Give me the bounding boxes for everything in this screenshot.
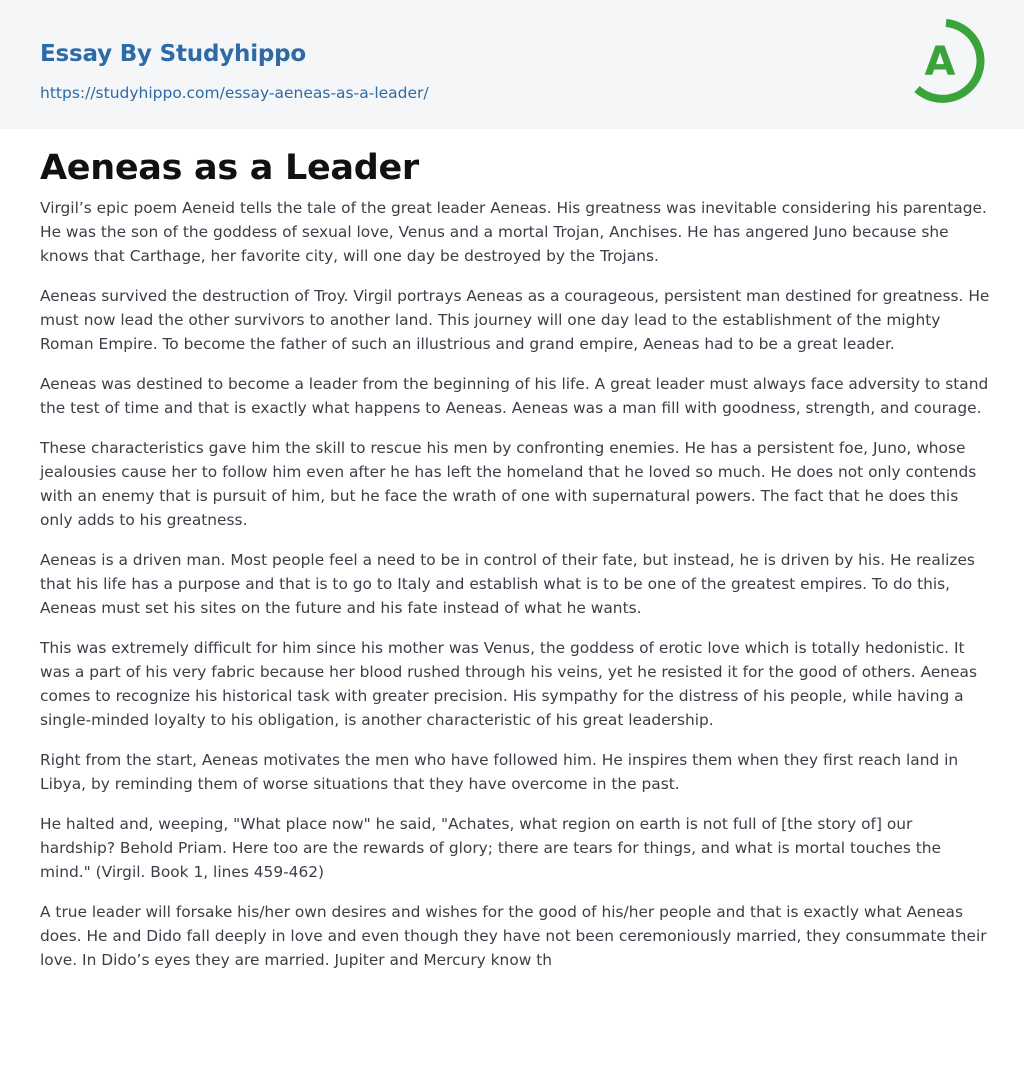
- essay-paragraph-7: Right from the start, Aeneas motivates the men who have followed him. He inspires them when they first reach land in Libya, by reminding them of worse situations that they have overcome in the past.: [40, 751, 959, 793]
- essay-quote-paragraph: He halted and, weeping, "What place now" he said, "Achates, what region on earth is not full of [the story of] our hardship? Behold Priam. Here too are the rewards of glory; there are tears for things, and what is mortal touches the mind." (Virgil. Book 1, lines 459-462): [40, 815, 942, 881]
- essay-paragraph-5: Aeneas is a driven man. Most people feel a need to be in control of their fate, but instead, he is driven by his. He realizes that his life has a purpose and that is to go to Italy and establish what is to be one of the greatest empires. To do this, Aeneas must set his sites on the future and his fate instead of what he wants.: [40, 551, 975, 617]
- studyhippo-logo-icon[interactable]: [912, 19, 986, 105]
- brand-title[interactable]: Essay By Studyhippo: [40, 41, 307, 67]
- essay-paragraph-4: These characteristics gave him the skill to rescue his men by confronting enemies. He has a persistent foe, Juno, whose jealousies cause her to follow him even after he has left the homeland that he loved so much. He does not only contends with an enemy that is pursuit of him, but he face the wrath of one with supernatural powers. The fact that he does this only adds to his greatness.: [40, 439, 977, 529]
- site-header: [0, 0, 1024, 129]
- page-title: Aeneas as a Leader: [40, 148, 419, 188]
- logo-letter: A: [924, 39, 956, 85]
- essay-paragraph-6: This was extremely difficult for him since his mother was Venus, the goddess of erotic love which is totally hedonistic. It was a part of his very fabric because her blood rushed through his veins, yet he resisted it for the good of others. Aeneas comes to recognize his historical task with greater precision. His sympathy for the distress of his people, while having a single-minded loyalty to his obligation, is another characteristic of his great leadership.: [40, 639, 977, 729]
- essay-paragraph-1: Virgil’s epic poem Aeneid tells the tale of the great leader Aeneas. His greatness was inevitable considering his parentage. He was the son of the goddess of sexual love, Venus and a mortal Trojan, Anchises. He has angered Juno because she knows that Carthage, her favorite city, will one day be destroyed by the Trojans.: [40, 199, 987, 265]
- essay-paragraph-3: Aeneas was destined to become a leader from the beginning of his life. A great leader must always face adversity to stand the test of time and that is exactly what happens to Aeneas. Aeneas was a man fill with goodness, strength, and courage.: [40, 375, 989, 417]
- essay-url-link[interactable]: https://studyhippo.com/essay-aeneas-as-a-leader/: [40, 84, 429, 102]
- essay-paragraph-2: Aeneas survived the destruction of Troy. Virgil portrays Aeneas as a courageous, persistent man destined for greatness. He must now lead the other survivors to another land. This journey will one day lead to the establishment of the mighty Roman Empire. To become the father of such an illustrious and grand empire, Aeneas had to be a great leader.: [40, 287, 990, 353]
- essay-content: [0, 129, 1024, 972]
- essay-paragraph-9: A true leader will forsake his/her own desires and wishes for the good of his/her people and that is exactly what Aeneas does. He and Dido fall deeply in love and even though they have not been ceremoniously married, they consummate their love. In Dido’s eyes they are married. Jupiter and Mercury know th: [40, 903, 987, 969]
